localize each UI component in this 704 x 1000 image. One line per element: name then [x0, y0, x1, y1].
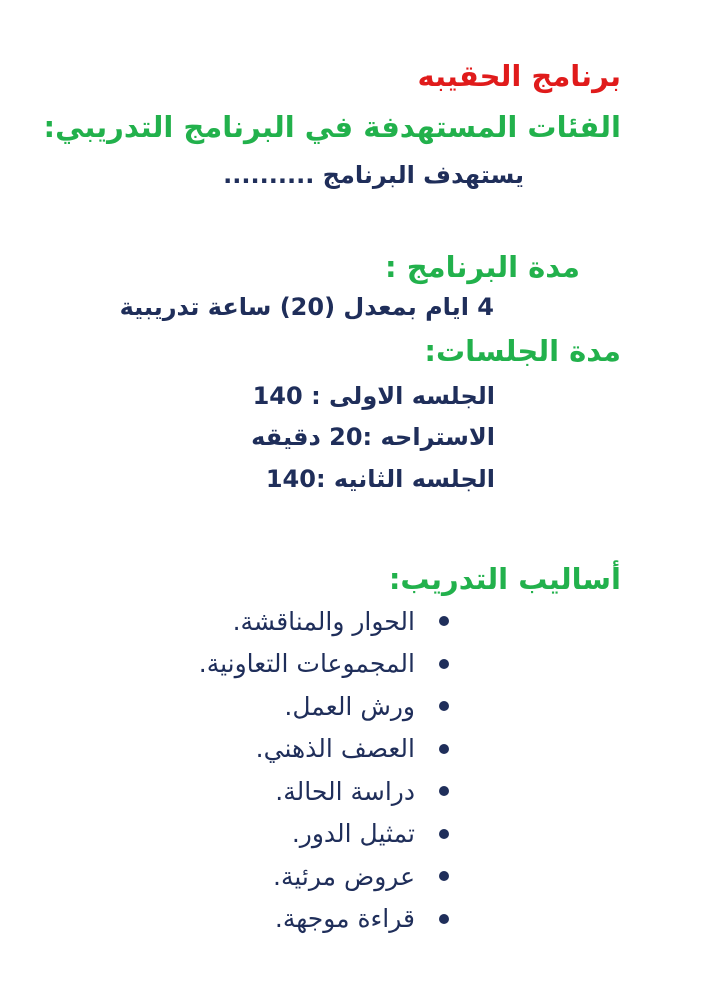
list-item [69, 813, 449, 856]
bullet-icon [439, 659, 449, 669]
training-methods-list [69, 600, 449, 940]
list-item [69, 855, 449, 898]
method-label: تمثيل الدور. [291, 819, 415, 849]
bullet-icon [439, 871, 449, 881]
bullet-icon [439, 914, 449, 924]
list-item [69, 685, 449, 728]
bullet-icon [439, 829, 449, 839]
method-label: ورش العمل. [284, 691, 415, 721]
program-duration-text: 4 ايام بمعدل (20) ساعة تدريبية [119, 293, 494, 321]
target-groups-text: يستهدف البرنامج .......... [223, 161, 524, 189]
bullet-icon [439, 616, 449, 626]
method-label: المجموعات التعاونية. [198, 649, 415, 679]
list-item [69, 728, 449, 771]
list-item [69, 643, 449, 686]
bullet-icon [439, 744, 449, 754]
method-label: عروض مرئية. [273, 861, 415, 891]
program-duration-heading: مدة البرنامج : [385, 250, 580, 284]
list-item [69, 600, 449, 643]
method-label: الحوار والمناقشة. [232, 606, 415, 636]
second-session-text: الجلسه الثانيه :140 [265, 465, 495, 493]
list-item [69, 898, 449, 941]
document-title: برنامج الحقيبه [417, 59, 621, 93]
training-methods-heading: أساليب التدريب: [388, 562, 621, 596]
method-label: قراءة موجهة. [274, 904, 415, 934]
sessions-duration-heading: مدة الجلسات: [424, 334, 621, 368]
first-session-text: الجلسه الاولى : 140 [252, 382, 495, 410]
break-text: الاستراحه :20 دقيقه [251, 423, 495, 451]
list-item [69, 770, 449, 813]
method-label: دراسة الحالة. [275, 776, 415, 806]
bullet-icon [439, 786, 449, 796]
target-groups-heading: الفئات المستهدفة في البرنامج التدريبي: [43, 110, 621, 144]
bullet-icon [439, 701, 449, 711]
method-label: العصف الذهني. [255, 734, 415, 764]
